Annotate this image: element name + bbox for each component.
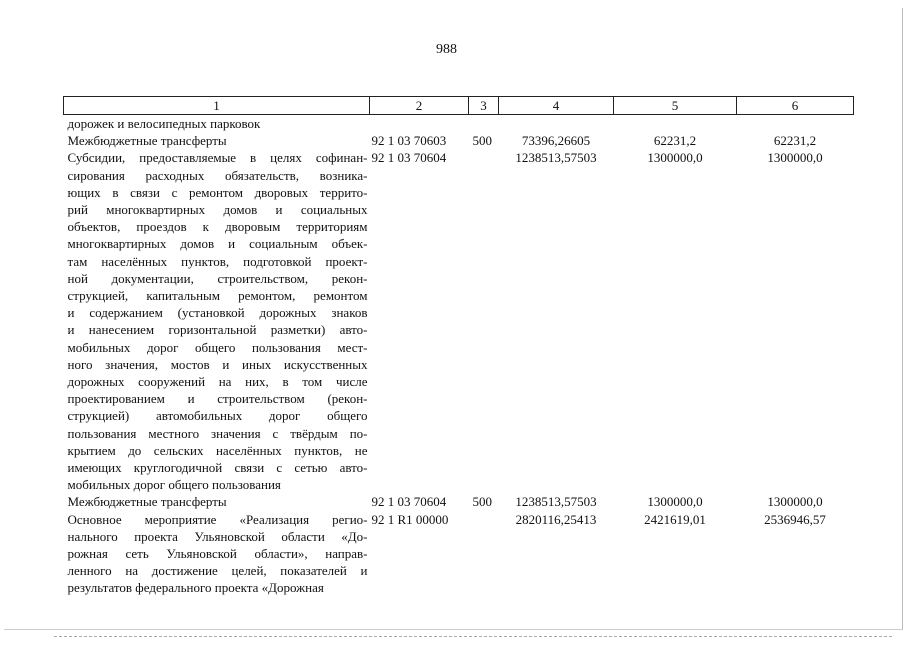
- row-name-line: Межбюджетные трансферты: [67, 133, 227, 149]
- row-value-col6: [737, 115, 854, 133]
- row-name-line: проектированием и строительством (рекон-: [67, 391, 368, 407]
- row-value-col5: 1300000,0: [647, 494, 703, 510]
- row-name-line: ного значения, мостов и иных искусственных: [67, 356, 368, 372]
- row-value-col4: 1238513,57503: [515, 150, 597, 166]
- scan-edge-artifact: [54, 636, 892, 639]
- row-value-col4: [499, 115, 614, 133]
- row-name-line: и нанесением горизонтальной разметки) авто-: [67, 322, 368, 338]
- document-page: [4, 8, 903, 630]
- row-value-col6: 2536946,57: [764, 511, 826, 527]
- row-value-col5: 1300000,0: [647, 150, 703, 166]
- header-col-5: 5: [614, 97, 737, 115]
- row-name-line: ющих в связи с ремонтом дворовых террито-: [67, 184, 368, 200]
- row-name-line: дорожных сооружений на них, в том числе: [67, 374, 368, 390]
- row-value-col5: 62231,2: [653, 133, 697, 149]
- row-value-col6: 1300000,0: [767, 494, 823, 510]
- row-name-line: мобильных дорог общего пользования мест-: [67, 339, 368, 355]
- row-value-col4: 2820116,25413: [515, 511, 597, 527]
- header-col-1: 1: [64, 97, 370, 115]
- row-name-line: многоквартирных домов и социальным объек-: [67, 236, 368, 252]
- row-code: 92 1 03 70604: [371, 150, 447, 166]
- row-name: [64, 511, 370, 597]
- row-code: 92 1 R1 00000: [371, 511, 449, 527]
- row-code: 92 1 03 70603: [371, 133, 447, 149]
- row-vr: [469, 511, 499, 597]
- row-value-col6: 1300000,0: [767, 150, 823, 166]
- row-name: [64, 149, 370, 493]
- row-name-line: сирования расходных обязательств, возника-: [67, 167, 368, 183]
- row-vr: 500: [472, 133, 492, 149]
- row-code: [370, 115, 469, 133]
- header-col-2: 2: [370, 97, 469, 115]
- row-name-line: струкцией, капитальным ремонтом, ремонтом: [67, 288, 368, 304]
- table-row: [64, 511, 854, 597]
- row-name-line: рий многоквартирных домов и социальных: [67, 202, 368, 218]
- row-name-line: струкцией) автомобильных дорог общего: [67, 408, 368, 424]
- header-col-3: 3: [469, 97, 499, 115]
- row-value-col5: [614, 115, 737, 133]
- row-name: [64, 493, 370, 510]
- row-vr: 500: [472, 494, 492, 510]
- row-name-line: там населённых пунктов, подготовкой проект-: [67, 253, 368, 269]
- row-name-line: Межбюджетные трансферты: [67, 494, 227, 510]
- table-body: [64, 115, 854, 597]
- row-name-line: ной документации, строительством, рекон-: [67, 270, 368, 286]
- row-name: [64, 115, 370, 133]
- table-row: [64, 493, 854, 510]
- row-code: 92 1 03 70604: [371, 494, 447, 510]
- row-value-col4: 73396,26605: [521, 133, 591, 149]
- budget-table: [63, 96, 854, 597]
- header-col-6: 6: [737, 97, 854, 115]
- row-name-line: Основное мероприятие «Реализация регио-: [67, 511, 368, 527]
- table-header-row: [64, 97, 854, 115]
- table-row: [64, 115, 854, 133]
- row-name-line: результатов федерального проекта «Дорожная: [67, 580, 324, 596]
- table-row: [64, 132, 854, 149]
- header-col-4: 4: [499, 97, 614, 115]
- row-name-line: Субсидии, предоставляемые в целях софинан-: [67, 150, 368, 166]
- row-name-line: и содержанием (установкой дорожных знаков: [67, 305, 368, 321]
- row-value-col5: 2421619,01: [644, 511, 706, 527]
- row-value-col6: 62231,2: [773, 133, 817, 149]
- row-name-line: крытием до сельских населённых пунктов, не: [67, 442, 368, 458]
- row-vr: [469, 149, 499, 493]
- row-name-line: ленного на достижение целей, показателей и: [67, 563, 368, 579]
- row-name-line: пользования местного значения с твёрдым по-: [67, 425, 368, 441]
- row-name: [64, 132, 370, 149]
- row-vr: [469, 115, 499, 133]
- row-name-line: мобильных дорог общего пользования: [67, 477, 281, 493]
- row-name-line: рожная сеть Ульяновской области», направ-: [67, 546, 368, 562]
- row-value-col4: 1238513,57503: [515, 494, 597, 510]
- row-name-line: имеющих круглогодичной связи с сетью авто-: [67, 460, 368, 476]
- row-name-line: дорожек и велосипедных парковок: [67, 116, 261, 131]
- row-name-line: нального проекта Ульяновской области «До-: [67, 528, 368, 544]
- row-name-line: объектов, проездов к дворовым территориям: [67, 219, 368, 235]
- page-number: 988: [436, 42, 457, 57]
- table-row: [64, 149, 854, 493]
